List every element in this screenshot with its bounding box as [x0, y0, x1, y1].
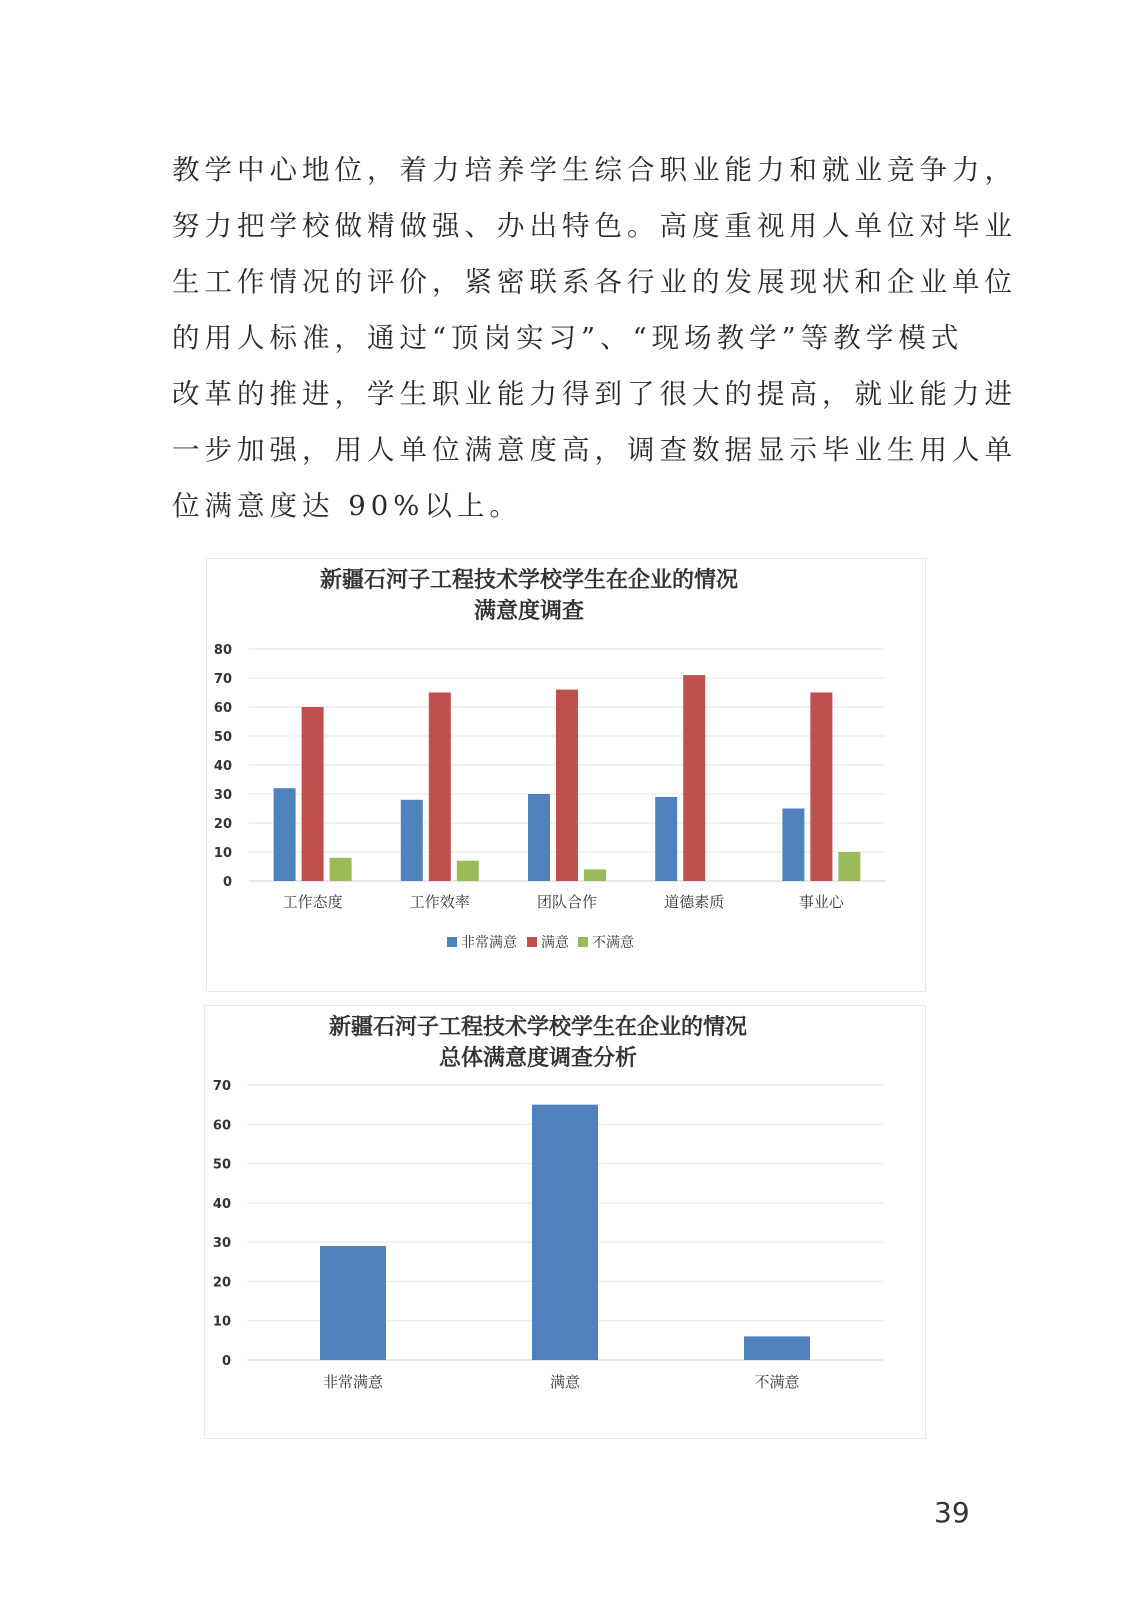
body-text-line: 位满意度达 90%以上。 — [172, 490, 522, 522]
legend-label: 不满意 — [592, 935, 634, 951]
body-text-line: 努力把学校做精做强、办出特色。高度重视用人单位对毕业 — [172, 210, 1017, 242]
y-tick-label: 30 — [212, 1236, 231, 1252]
bar — [838, 852, 860, 881]
y-tick-label: 0 — [221, 1354, 231, 1369]
y-tick-label: 40 — [213, 759, 232, 774]
overall-satisfaction-svg — [205, 1006, 925, 1438]
y-tick-label: 70 — [212, 1079, 231, 1094]
chart-title-line: 总体满意度调查分析 — [438, 1046, 638, 1071]
satisfaction-survey-svg — [207, 559, 925, 991]
bar — [810, 693, 832, 882]
y-tick-label: 70 — [213, 672, 232, 687]
bar — [457, 861, 479, 881]
bar — [683, 675, 705, 881]
overall-satisfaction-chart — [204, 1005, 926, 1439]
body-text — [172, 142, 1017, 534]
y-tick-label: 10 — [213, 846, 232, 861]
bar — [655, 797, 677, 881]
category-label: 工作态度 — [282, 893, 343, 911]
bar — [330, 858, 352, 881]
bar — [556, 690, 578, 881]
y-tick-label: 50 — [212, 1157, 231, 1173]
chart-title-line: 新疆石河子工程技术学校学生在企业的情况 — [328, 1015, 748, 1040]
category-label: 不满意 — [754, 1373, 800, 1391]
body-text-line: 教学中心地位，着力培养学生综合职业能力和就业竞争力， — [172, 154, 1017, 186]
bar — [532, 1105, 598, 1360]
bar — [744, 1336, 810, 1360]
y-tick-label: 0 — [222, 875, 232, 890]
legend-label: 非常满意 — [461, 935, 517, 951]
legend-swatch — [447, 937, 457, 947]
category-label: 工作效率 — [409, 893, 470, 911]
category-label: 事业心 — [798, 893, 844, 911]
body-text-line: 一步加强，用人单位满意度高，调查数据显示毕业生用人单 — [172, 434, 1017, 466]
legend-label: 满意 — [541, 935, 569, 951]
body-text-line: 生工作情况的评价，紧密联系各行业的发展现状和企业单位 — [172, 266, 1017, 298]
y-tick-label: 60 — [212, 1118, 231, 1134]
y-tick-label: 20 — [212, 1275, 231, 1291]
bar — [782, 809, 804, 882]
y-tick-label: 10 — [212, 1314, 231, 1330]
body-text-line: 改革的推进，学生职业能力得到了很大的提高，就业能力进 — [172, 378, 1017, 410]
y-tick-label: 80 — [213, 643, 232, 658]
bar — [429, 693, 451, 882]
bar — [528, 794, 550, 881]
category-label: 满意 — [549, 1373, 581, 1391]
bar — [302, 707, 324, 881]
category-label: 道德素质 — [664, 893, 725, 911]
satisfaction-survey-chart — [206, 558, 926, 992]
page-number: 39 — [934, 1496, 970, 1529]
y-tick-label: 30 — [213, 788, 232, 803]
y-tick-label: 20 — [213, 817, 232, 832]
category-label: 非常满意 — [322, 1373, 384, 1391]
bar — [401, 800, 423, 881]
body-text-line: 的用人标准，通过“顶岗实习”、“现场教学”等教学模式 — [172, 322, 964, 354]
y-tick-label: 40 — [212, 1196, 231, 1212]
bar — [274, 788, 296, 881]
category-label: 团队合作 — [536, 893, 598, 911]
chart-title-line: 新疆石河子工程技术学校学生在企业的情况 — [319, 568, 739, 593]
legend-swatch — [527, 937, 537, 947]
y-tick-label: 50 — [213, 730, 232, 745]
bar — [584, 869, 606, 881]
y-tick-label: 60 — [213, 701, 232, 716]
chart-title-line: 满意度调查 — [473, 599, 585, 624]
legend-swatch — [578, 937, 588, 947]
bar — [320, 1246, 386, 1360]
